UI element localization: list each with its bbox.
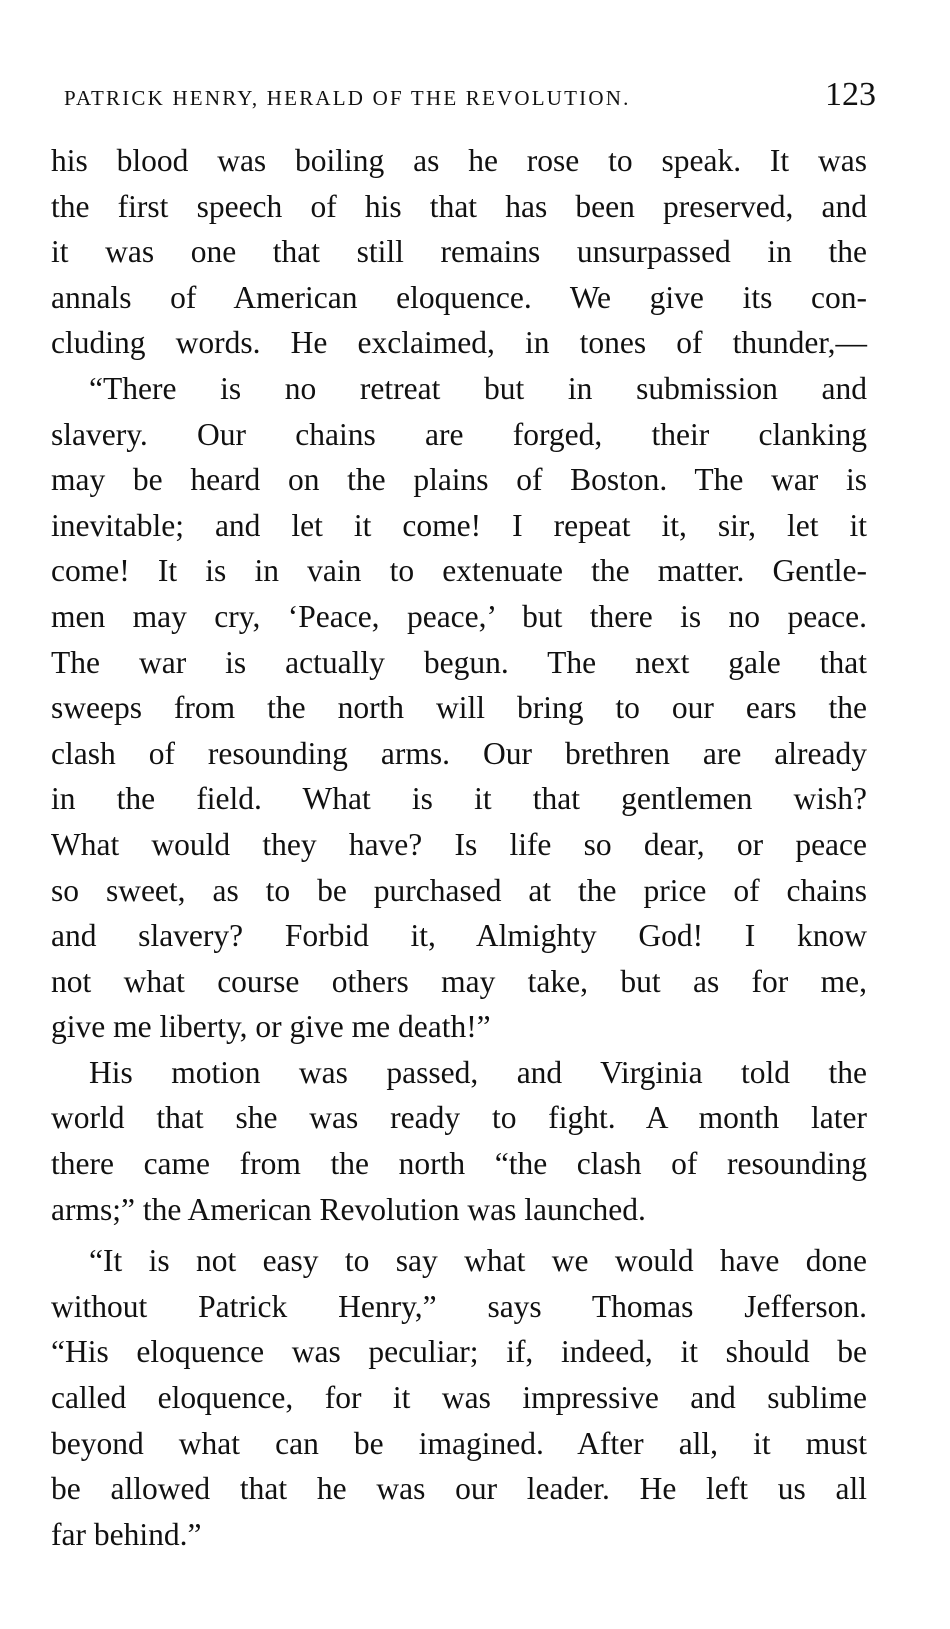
text-line: there came from the north “the clash of resounding — [51, 1146, 867, 1182]
text-line: without Patrick Henry,” says Thomas Jefferson. — [51, 1288, 867, 1324]
paragraph-continuation — [51, 138, 867, 366]
text-line: “His eloquence was peculiar; if, indeed, it should be — [51, 1334, 867, 1370]
running-head — [64, 76, 876, 120]
text-line: inevitable; and let it come! I repeat it, sir, let it — [51, 507, 867, 543]
text-line: arms;” the American Revolution was launched. — [51, 1191, 646, 1227]
text-line: beyond what can be imagined. After all, it must — [51, 1425, 867, 1461]
text-line: the first speech of his that has been preserved, and — [51, 188, 867, 224]
text-line: What would they have? Is life so dear, or peace — [51, 826, 867, 862]
text-line: it was one that still remains unsurpassed in the — [51, 234, 867, 270]
text-line: slavery. Our chains are forged, their clanking — [51, 416, 867, 452]
text-line: “It is not easy to say what we would have done — [89, 1243, 867, 1279]
text-line: give me liberty, or give me death!” — [51, 1009, 491, 1045]
text-line: “There is no retreat but in submission and — [89, 370, 867, 406]
paragraph-jefferson-quote — [51, 1238, 867, 1557]
text-line: in the field. What is it that gentlemen wish? — [51, 781, 867, 817]
text-line: cluding words. He exclaimed, in tones of thunder,— — [51, 325, 867, 361]
paragraph-quote-speech — [51, 366, 867, 1050]
text-line: come! It is in vain to extenuate the matter. Gentle- — [51, 553, 867, 589]
text-line: world that she was ready to fight. A month later — [51, 1100, 867, 1136]
body-text — [51, 138, 867, 1557]
paragraph-motion — [51, 1050, 867, 1232]
text-line: may be heard on the plains of Boston. The war is — [51, 462, 867, 498]
text-line: his blood was boiling as he rose to speak. It was — [51, 143, 867, 178]
running-title: PATRICK HENRY, HERALD OF THE REVOLUTION. — [64, 86, 631, 110]
text-line: men may cry, ‘Peace, peace,’ but there is no peace. — [51, 598, 867, 634]
text-line: sweeps from the north will bring to our ears the — [51, 690, 867, 726]
text-line: be allowed that he was our leader. He left us all — [51, 1471, 867, 1507]
text-line: called eloquence, for it was impressive and sublime — [51, 1380, 867, 1416]
text-line: clash of resounding arms. Our brethren are already — [51, 735, 867, 771]
text-line: not what course others may take, but as for me, — [51, 963, 867, 999]
page-number: 123 — [825, 76, 876, 113]
text-line: far behind.” — [51, 1516, 202, 1552]
text-line: and slavery? Forbid it, Almighty God! I know — [51, 918, 867, 954]
text-line: The war is actually begun. The next gale that — [51, 644, 867, 680]
text-line: annals of American eloquence. We give its con- — [51, 279, 867, 315]
text-line: His motion was passed, and Virginia told the — [89, 1054, 867, 1090]
text-line: so sweet, as to be purchased at the price of chains — [51, 872, 867, 908]
